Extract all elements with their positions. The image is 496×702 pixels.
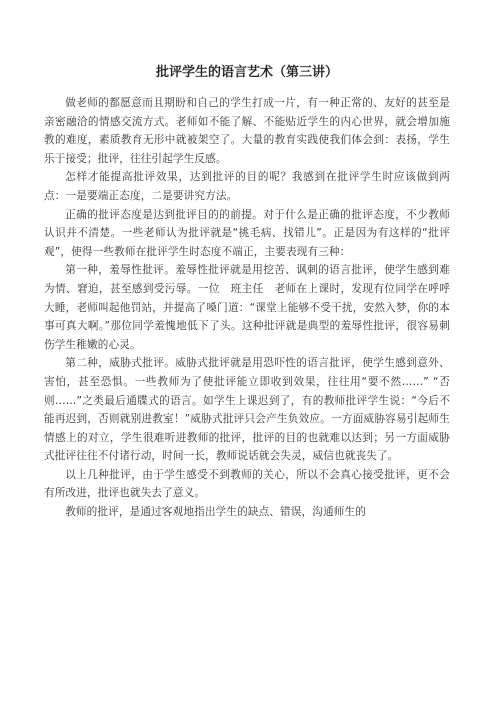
paragraph-5: 第二种，威胁式批评。威胁式批评就是用恐吓性的语言批评，使学生感到意外、害怕，甚至恐惧。一些教师为了使批评能立即收到效果，往往用“要不然……” “否则……”之类最后通牒式的语言。如学生上课迟到了，有的教师批评学生说：“今后不能再迟到，否则就别进教室！”威胁式批评只会产生负效应。一方面威胁容易引起师生情感上的对立，学生很难听进教师的批评，批评的目的也就难以达到；另一方面威胁式批评往往不付诸行动，时间一长，教师说话就会失灵，威信也就丧失了。 [44,357,450,463]
document-title: 批评学生的语言艺术（第三讲） [155,65,338,80]
paragraph-1: 做老师的都愿意而且期盼和自己的学生打成一片，有一种正常的、友好的甚至是亲密融洽的情感交流方式。老师如不能了解、不能贴近学生的内心世界，就会增加施教的难度，素质教育无形中就被架空了。大量的教育实践使我们体会到：表扬，学生乐于接受；批评，往往引起学生反感。 [44,97,450,165]
paragraph-4: 第一种，羞辱性批评。羞辱性批评就是用挖苦、讽刺的语言批评，使学生感到难为情、窘迫，甚至感到受污辱。一位 班主任 老师在上课时，发现有位同学在呼呼大睡，老师叫起他罚站，并提高了嗓门道：“课堂上能够不受干扰，安然入梦，你的本事可真大啊。”那位同学羞愧地低下了头。这种批评就是典型的羞辱性批评，很容易刺伤学生稚嫩的心灵。 [44,264,450,351]
paragraph-7: 教师的批评，是通过客观地指出学生的缺点、错误，沟通师生的 [65,506,367,519]
paragraph-2: 怎样才能提高批评效果，达到批评的目的呢？我感到在批评学生时应该做到两点：一是要端正态度，二是要讲究方法。 [44,171,450,202]
paragraph-3: 正确的批评态度是达到批评目的的前提。对于什么是正确的批评态度，不少教师认识并不清楚。一些老师认为批评就是“挑毛病、找错儿”。正是因为有这样的“批评观”，使得一些教师在批评学生时态度不端正，主要表现有三种： [44,208,450,258]
paragraph-6: 以上几种批评，由于学生感受不到教师的关心，所以不会真心接受批评，更不会有所改进，批评也就失去了意义。 [44,468,450,500]
